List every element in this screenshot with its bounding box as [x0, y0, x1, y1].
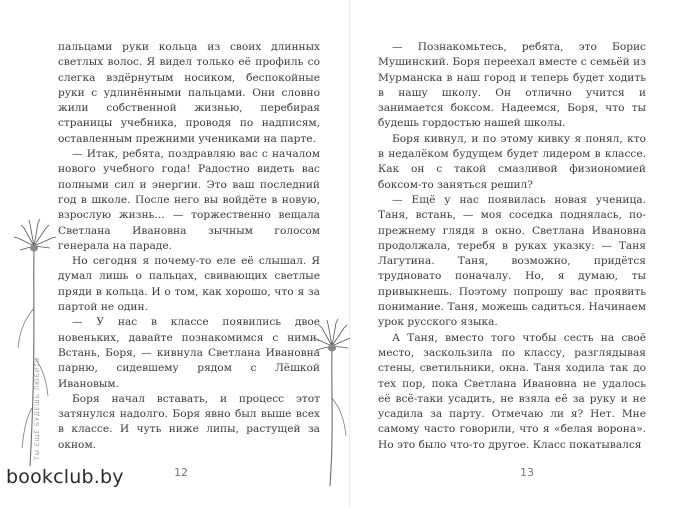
paragraph: Боря кивнул, и по этому кивку я понял, кто в недалёком будущем будет лидером в классе. Как он с такой смазливой физиономией боксом-то заняться решил? — [378, 132, 646, 191]
page-number-right: 13 — [520, 466, 534, 479]
right-page — [350, 0, 700, 507]
paragraph: — Познакомьтесь, ребята, это Борис Мушинский. Боря переехал вместе с семьёй из Мурманска в наш город и теперь будет ходить в нашу школу. Он отлично учится и занимается боксом. Надеемся, Боря, что ты будешь гордостью нашей школы. — [378, 41, 646, 130]
paragraph: Боря начал вставать, и процесс этот затянулся надолго. Боря явно был выше всех в классе. И чуть ниже липы, растущей за окном. — [58, 392, 320, 451]
paragraph: Но сегодня я почему-то еле её слышал. Я думал лишь о пальцах, свивающих светлые пряди в кольца. И о том, как хорошо, что я за партой не один. — [58, 255, 320, 314]
paragraph: — Итак, ребята, поздравляю вас с началом нового учебного года! Радостно видеть вас полными сил и энергии. Это ваш последний год в школе. После него вы войдёте в новую, взрослую жизнь… — торжественно вещала Светлана Ивановна зычным голосом генерала на параде. — [58, 148, 320, 252]
cornflower-illustration-right — [302, 318, 352, 488]
watermark: bookclub.by — [6, 466, 124, 488]
right-page-text — [378, 40, 646, 453]
left-page-text — [58, 40, 320, 453]
spine-caption: ТЫ ЕЩЁ БУДЕШЬ ЛЮБИТЬ — [34, 357, 41, 460]
paragraph: — У нас в классе появились двое новеньких, давайте познакомимся с ними. Встань, Боря, — кивнула Светлана Ивановна парню, сидевшему рядом с Лёшкой Ивановым. — [58, 316, 320, 390]
paragraph: пальцами руки кольца из своих длинных светлых волос. Я видел только её профиль со слегка вздёрнутым носиком, беспокойные руки с удлинёнными пальцами. Они словно жили собственной жизнью, перебирая страницы учебника, проводя по надписям, оставленным прежними учениками на парте. — [58, 41, 320, 145]
paragraph: — Ещё у нас появилась новая ученица. Таня, встань, — моя соседка поднялась, по-прежнему глядя в окно. Светлана Ивановна продолжала, теребя в руках указку: — Таня Лагутина. Таня, возможно, придётся трудновато поначалу. Но, я думаю, ты привыкнешь. Поэтому попрошу вас проявить понимание. Таня, можешь садиться. Начинаем урок русского языка. — [378, 193, 646, 329]
paragraph: А Таня, вместо того чтобы сесть на своё место, заскользила по классу, разглядывая стены, светильники, окна. Таня ходила так до тех пор, пока Светлана Ивановна не удалось её всё-таки усадить, не взяла её за руку и не усадила за парту. Отмечаю ли я? Нет. Мне самому часто говорили, что я «белая ворона». Но это было что-то другое. Класс покатывался — [378, 331, 646, 451]
page-number-left: 12 — [174, 466, 188, 479]
cornflower-illustration-left — [8, 218, 58, 468]
